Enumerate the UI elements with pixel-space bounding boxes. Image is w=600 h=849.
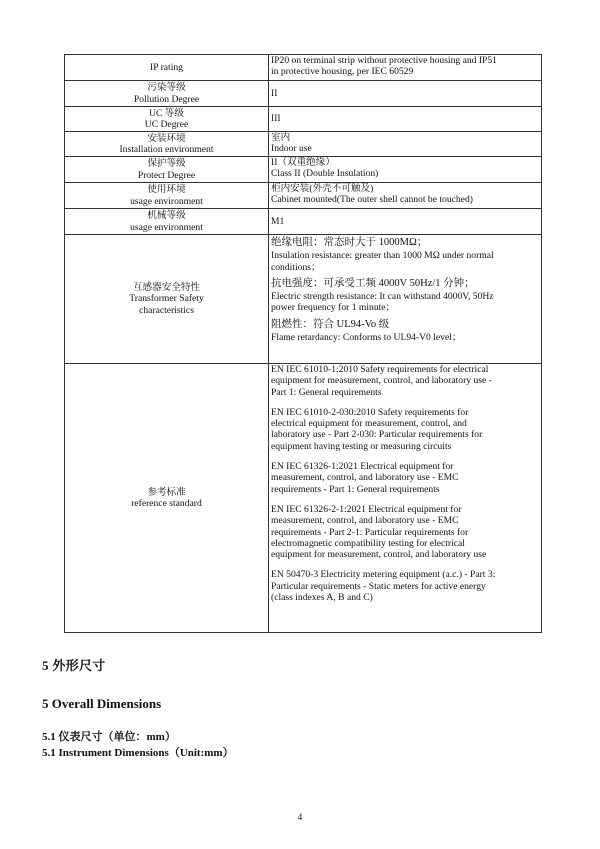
table-row [65,107,542,132]
reference-item: EN 50470-3 Electricity metering equipment (a.c.) - Part 3: Particular requirements - Static meters for active energy (class indexes A, B and C) [271,569,496,604]
reference-item: EN IEC 61326-1:2021 Electrical equipment for measurement, control, and laboratory use - EMC requirements - Part 1: General requirements [271,461,459,495]
table-row [65,55,542,81]
row-label: UC 等级 UC Degree [65,107,269,132]
table-row [65,132,542,157]
safety-label: 互感器安全特性 Transformer Safety characteristics [65,235,269,364]
spec-table [64,54,542,633]
row-label: 保护等级 Protect Degree [65,157,269,183]
table-row [65,209,542,235]
reference-item: EN IEC 61010-1:2010 Safety requirements for electrical equipment for measurement, control, and laboratory use - Part 1: General requirements [271,364,492,398]
safety-row [65,235,542,364]
strength-en: Electric strength resistance: It can withstand 4000V, 50Hz [271,291,494,303]
row-label: 机械等级 usage environment [65,209,269,235]
row-label: 使用环境 usage environment [65,183,269,209]
row-value: III [269,107,542,132]
row-value: II（双重绝缘） Class II (Double Insulation) [269,157,542,183]
row-value: M1 [269,209,542,235]
reference-label: 参考标准 reference standard [65,364,269,633]
insulation-cn: 绝缘电阻：常态时大于 1000MΩ； [271,237,428,248]
row-label: 安装环境 Installation environment [65,132,269,157]
reference-item: EN IEC 61326-2-1:2021 Electrical equipment for measurement, control, and laboratory use - EMC requirements - Part 2-1: Particular requirements for electromagnetic compatibility testing for electrical equipment for measurement, control, and laboratory use [271,503,487,561]
reference-item: EN IEC 61010-2-030:2010 Safety requirements for electrical equipment for measurement, control, and laboratory use - Part 2-030: Particular requirements for equipment having testing or measuring circuits [271,406,483,452]
page-number: 4 [297,812,303,822]
strength-cn: 抗电强度：可承受工频 4000V 50Hz/1 分钟； [271,277,475,289]
flame-cn: 阻燃性：符合 UL94-Vo 级 [271,318,390,330]
flame-en: Flame retardancy: Conforms to UL94-V0 level； [271,332,462,344]
reference-value [269,364,542,633]
table-row [65,183,542,209]
row-value: IP20 on terminal strip without protective housing and IP51 in protective housing, per IEC 60529 [269,55,542,81]
row-value: 柜内安装(外壳不可触及) Cabinet mounted(The outer shell cannot be touched) [269,183,542,209]
row-label: IP rating [65,55,269,81]
table-row [65,157,542,183]
subsection-heading-en: 5.1 Instrument Dimensions（Unit:mm） [42,747,234,759]
row-label: 污染等级 Pollution Degree [65,81,269,107]
row-value: II [269,81,542,107]
table-row [65,81,542,107]
row-value: 室内 Indoor use [269,132,542,157]
section-heading-cn: 5 外形尺寸 [42,658,106,673]
insulation-en: Insulation resistance: greater than 1000 MΩ under normal [271,250,494,262]
safety-value: 绝缘电阻：常态时大于 1000MΩ； Insulation resistance: greater than 1000 MΩ under normal conditions； 抗电强度：可承受工频 4000V 50Hz/1 分钟； Electric strength resistance: It can withstand 4000V, 50Hz power frequency for 1 minute； 阻燃性：符合 UL94-Vo 级 Flame retardancy: Conforms to UL94-V0 level； [269,235,542,364]
section-heading-en: 5 Overall Dimensions [42,696,162,711]
reference-row [65,364,542,633]
subsection-heading-cn: 5.1 仪表尺寸（单位：mm） [42,731,176,743]
